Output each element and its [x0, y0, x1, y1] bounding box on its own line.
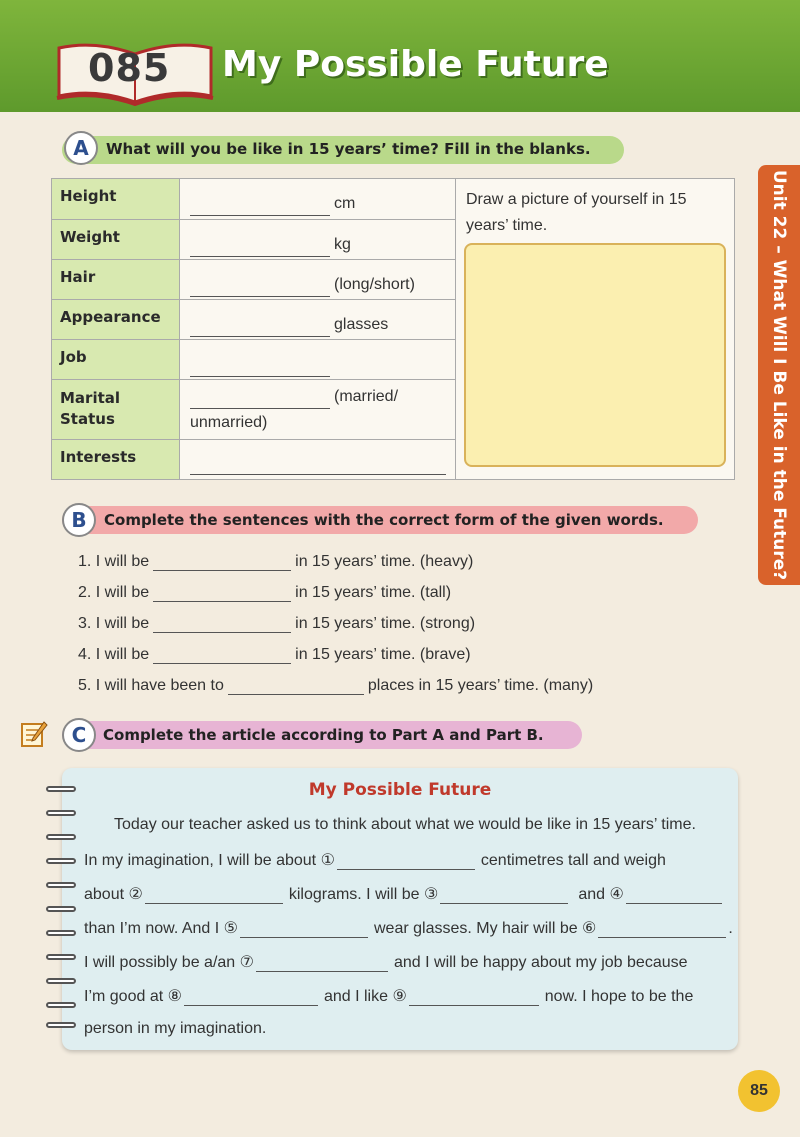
article-line — [84, 1020, 726, 1038]
row-value — [180, 380, 457, 440]
row-value — [180, 179, 457, 220]
sentence-end: in 15 years’ time. (strong) — [295, 615, 476, 632]
drawing-box — [455, 178, 735, 480]
row-unit: (long/short) — [334, 276, 415, 293]
sentence-start: 2. I will be — [78, 584, 150, 601]
sentence-start: 4. I will be — [78, 646, 150, 663]
article-text: and I will be happy about my job because — [393, 954, 688, 971]
ring-binder — [46, 978, 76, 984]
article-text: Today our teacher asked us to think about what we would be like in 15 years’ time. — [114, 816, 696, 833]
ring-binder — [46, 1022, 76, 1028]
blank-field[interactable] — [145, 885, 283, 904]
article-text: and ④ — [578, 886, 624, 903]
ring-binder — [46, 882, 76, 888]
article-title: My Possible Future — [308, 780, 492, 800]
article-text: kilograms. I will be ③ — [288, 886, 439, 903]
article-text: than I’m now. And I ⑤ — [84, 920, 238, 937]
list-item — [78, 676, 593, 695]
table-row — [52, 380, 457, 440]
section-a-instruction: What will you be like in 15 years’ time? Fill in the blanks. — [106, 140, 591, 158]
row-value — [180, 340, 457, 380]
sentence-end: in 15 years’ time. (brave) — [295, 646, 471, 663]
blank-field[interactable] — [153, 614, 291, 633]
blank-field[interactable] — [153, 552, 291, 571]
ring-binder — [46, 1002, 76, 1008]
blank-field[interactable] — [153, 645, 291, 664]
row-unit-cont: unmarried) — [190, 414, 268, 431]
sentence-start: 3. I will be — [78, 615, 150, 632]
ring-binder — [46, 834, 76, 840]
page-title: My Possible Future — [222, 44, 609, 85]
article-text: wear glasses. My hair will be ⑥ — [373, 920, 597, 937]
blank-field[interactable] — [240, 919, 368, 938]
unit-side-tab — [758, 165, 800, 585]
sentence-start: 1. I will be — [78, 553, 150, 570]
blank-field[interactable] — [337, 851, 475, 870]
article-line — [84, 918, 733, 938]
ring-binder — [46, 786, 76, 792]
ring-binder — [46, 954, 76, 960]
article-line — [84, 986, 726, 1006]
blank-field[interactable] — [190, 350, 330, 377]
article-line — [84, 952, 726, 972]
row-value — [180, 220, 457, 260]
table-row — [52, 260, 457, 300]
sentence-end: in 15 years’ time. (heavy) — [295, 553, 474, 570]
drawing-prompt: Draw a picture of yourself in 15 years’ time. — [466, 191, 687, 234]
article-line — [84, 850, 726, 870]
article-line — [114, 816, 756, 834]
section-b-letter: B — [62, 503, 96, 537]
sentence-end: places in 15 years’ time. (many) — [367, 677, 594, 694]
list-item — [78, 645, 471, 664]
list-item — [78, 552, 473, 571]
section-c-instruction: Complete the article according to Part A and Part B. — [103, 726, 544, 744]
blank-field[interactable] — [190, 310, 330, 337]
table-row — [52, 220, 457, 260]
article-text: . — [728, 920, 733, 937]
info-table — [51, 178, 457, 480]
row-label: Height — [52, 179, 180, 220]
blank-field[interactable] — [184, 987, 318, 1006]
row-value — [180, 440, 457, 480]
unit-title: Unit 22 – What Will I Be Like in the Future? — [769, 169, 789, 581]
blank-field[interactable] — [190, 189, 330, 216]
blank-field[interactable] — [598, 919, 726, 938]
table-row — [52, 179, 457, 220]
ring-binder — [46, 906, 76, 912]
blank-field[interactable] — [190, 270, 330, 297]
row-label: Hair — [52, 260, 180, 300]
lesson-number: 085 — [88, 46, 171, 90]
article-text: and I like ⑨ — [323, 988, 407, 1005]
section-a-letter: A — [64, 131, 98, 165]
notebook-pencil-icon — [20, 720, 48, 748]
row-label: Marital Status — [52, 380, 180, 440]
row-label: Interests — [52, 440, 180, 480]
drawing-area[interactable] — [464, 243, 726, 467]
article-text: centimetres tall and weigh — [480, 852, 666, 869]
blank-field[interactable] — [626, 885, 722, 904]
row-value — [180, 300, 457, 340]
ring-binder — [46, 930, 76, 936]
blank-field[interactable] — [440, 885, 568, 904]
article-text: now. I hope to be the — [544, 988, 694, 1005]
article-text: In my imagination, I will be about ① — [84, 852, 335, 869]
article-text: person in my imagination. — [84, 1020, 267, 1037]
row-unit: kg — [334, 236, 351, 253]
list-item — [78, 583, 451, 602]
page-number: 85 — [738, 1070, 780, 1112]
sentence-end: in 15 years’ time. (tall) — [295, 584, 452, 601]
article-line — [84, 884, 726, 904]
article-text: I will possibly be a/an ⑦ — [84, 954, 254, 971]
blank-field[interactable] — [409, 987, 539, 1006]
blank-field[interactable] — [256, 953, 388, 972]
section-c-letter: C — [62, 718, 96, 752]
row-unit: (married/ — [334, 388, 399, 405]
sentence-start: 5. I will have been to — [78, 677, 224, 694]
ring-binder — [46, 858, 76, 864]
blank-field[interactable] — [153, 583, 291, 602]
table-row — [52, 300, 457, 340]
article-card — [62, 768, 738, 1050]
blank-field[interactable] — [228, 676, 364, 695]
row-label: Appearance — [52, 300, 180, 340]
section-b-instruction: Complete the sentences with the correct form of the given words. — [104, 511, 664, 529]
table-row — [52, 340, 457, 380]
blank-field[interactable] — [190, 450, 446, 475]
blank-field[interactable] — [190, 230, 330, 257]
row-value — [180, 260, 457, 300]
blank-field[interactable] — [190, 384, 330, 409]
ring-binder — [46, 810, 76, 816]
row-unit: cm — [334, 195, 356, 212]
article-text: I’m good at ⑧ — [84, 988, 182, 1005]
list-item — [78, 614, 475, 633]
row-label: Weight — [52, 220, 180, 260]
row-label: Job — [52, 340, 180, 380]
article-text: about ② — [84, 886, 143, 903]
row-unit: glasses — [334, 316, 389, 333]
table-row — [52, 440, 457, 480]
